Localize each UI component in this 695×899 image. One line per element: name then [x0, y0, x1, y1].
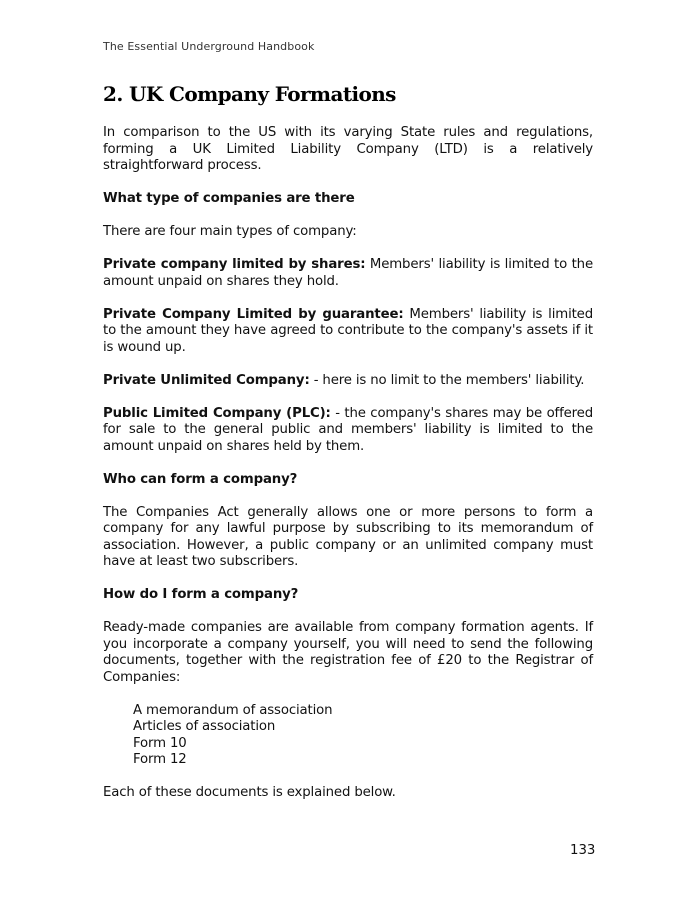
company-type-term: Public Limited Company (PLC):: [103, 405, 331, 421]
company-type-description: Members' liability is limited to the amount they have agreed to contribute to the company's assets if it is wound up.: [103, 306, 593, 355]
section-heading-who-text: Who can form a company?: [103, 471, 298, 487]
company-type-description: - here is no limit to the members' liability.: [309, 372, 585, 388]
intro-paragraph: In comparison to the US with its varying State rules and regulations, forming a UK Limited Liability Company (LTD) is a relatively straightforward process.: [103, 125, 593, 173]
company-type-description: Members' liability is limited to the amount unpaid on shares they hold.: [103, 257, 593, 289]
list-item: Form 12: [133, 752, 187, 767]
company-type-term: Private company limited by shares:: [103, 257, 366, 272]
company-type-term: Private Company Limited by guarantee:: [103, 306, 404, 322]
closing-paragraph: Each of these documents is explained below.: [103, 785, 396, 800]
list-item: Articles of association: [133, 719, 276, 734]
list-item: A memorandum of association: [133, 702, 333, 718]
chapter-title: 2. UK Company Formations: [103, 82, 396, 106]
company-type-description: - the company's shares may be offered for sale to the general public and members' liability is limited to the amount unpaid on shares held by them.: [103, 405, 593, 454]
how-paragraph: Ready-made companies are available from company formation agents. If you incorporate a company yourself, you will need to send the following documents, together with the registration fee of £20 to the Registrar of Companies:: [103, 620, 593, 685]
section-heading-who: [103, 472, 593, 489]
body-text: [103, 125, 593, 818]
types-lead-paragraph: There are four main types of company:: [103, 224, 357, 239]
company-type-paragraph: [103, 373, 593, 390]
section-heading-types: [103, 191, 593, 208]
documents-list: [133, 703, 593, 769]
company-type-paragraph: [103, 406, 593, 456]
company-type-paragraph: [103, 307, 593, 357]
section-heading-how-text: How do I form a company?: [103, 587, 299, 602]
section-heading-types-text: What type of companies are there: [103, 191, 355, 206]
section-heading-how: [103, 587, 593, 604]
page-number: 133: [570, 843, 596, 858]
running-header: The Essential Underground Handbook: [103, 40, 315, 53]
who-paragraph: The Companies Act generally allows one or more persons to form a company for any lawful purpose by subscribing to its memorandum of association. However, a public company or an unlimited company must have at least two subscribers.: [103, 504, 593, 569]
company-type-paragraph: [103, 257, 593, 290]
company-type-term: Private Unlimited Company:: [103, 372, 310, 388]
list-item: Form 10: [133, 735, 187, 751]
